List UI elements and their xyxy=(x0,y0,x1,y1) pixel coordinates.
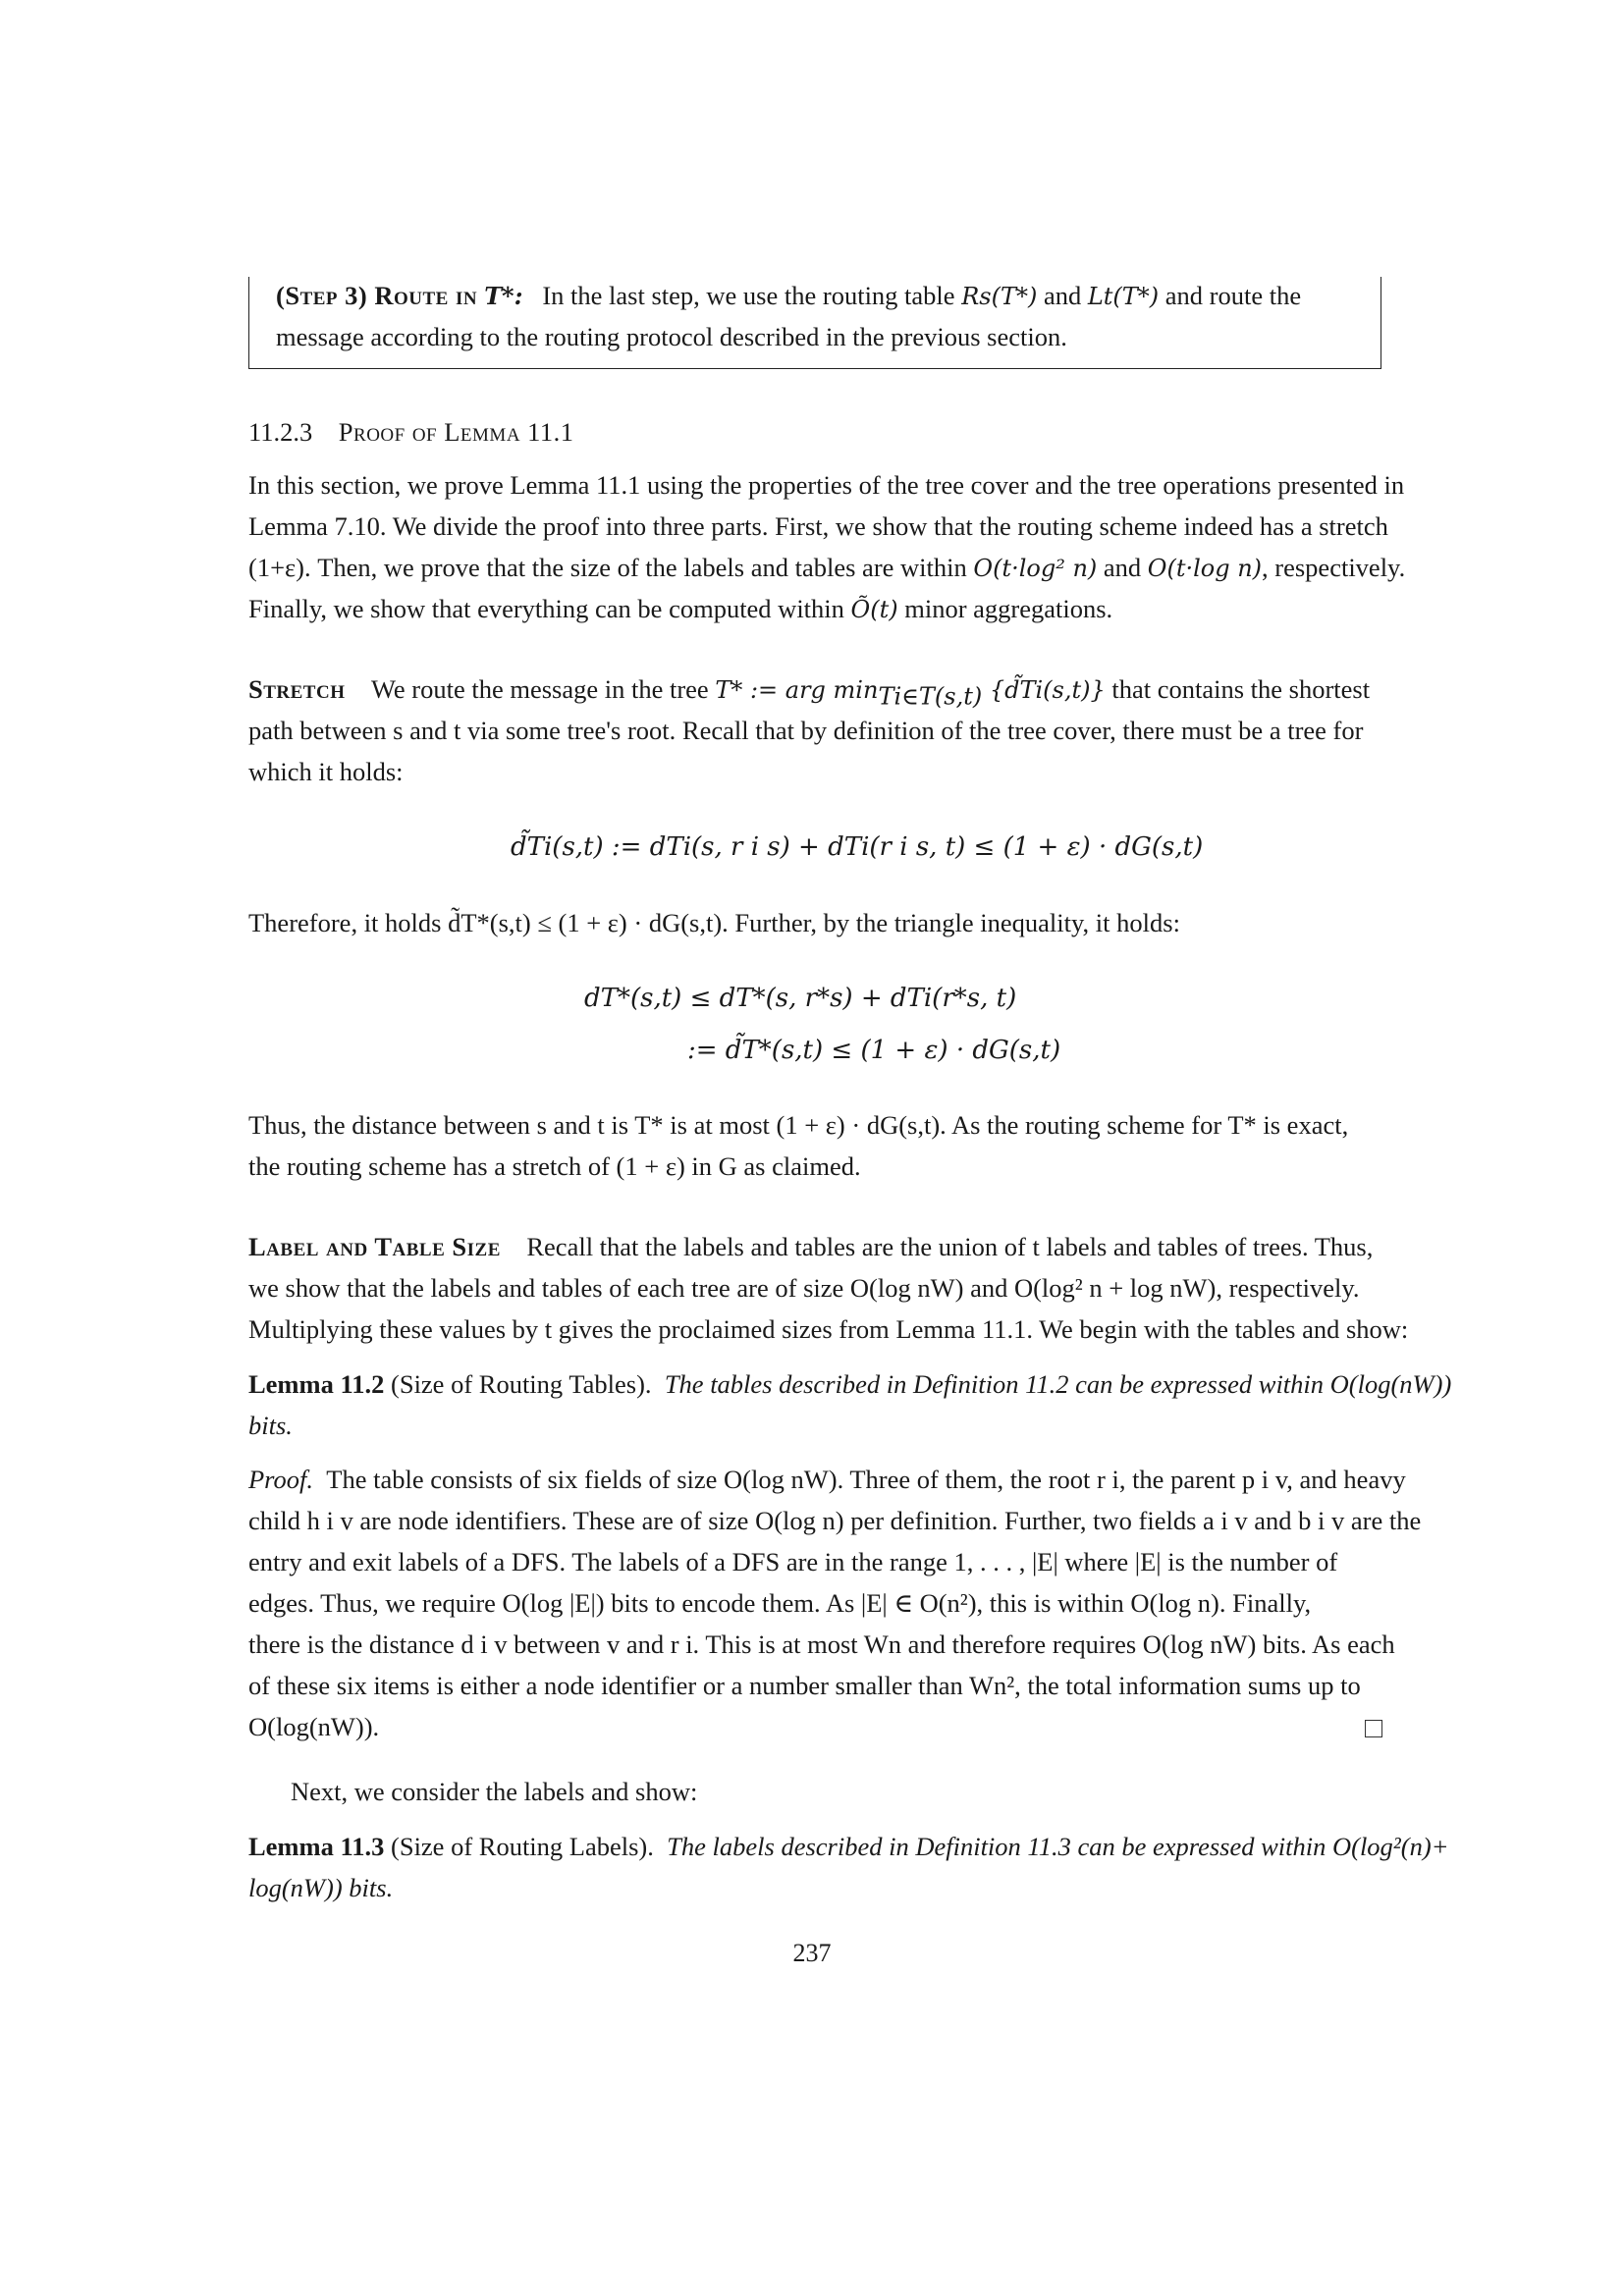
step3-math-t: T*: xyxy=(484,282,523,310)
labeltable-line-1 xyxy=(248,1226,1373,1267)
proof-line-3: entry and exit labels of a DFS. The labels of a DFS are in the range 1, . . . , |E| where |E| is the number of xyxy=(248,1547,1338,1576)
stretch-l1a: We route the message in the tree xyxy=(370,674,716,704)
step3-line-2: message according to the routing protocol described in the previous section. xyxy=(276,322,1067,351)
intro-l3-math-1: O(t·log² n) xyxy=(973,555,1098,582)
lemma-11-3-name: (Size of Routing Labels). xyxy=(391,1832,654,1861)
lemma-11-3-line-2: log(nW)) bits. xyxy=(248,1873,394,1902)
lemma-11-3-label: Lemma 11.3 xyxy=(248,1832,385,1861)
stretch-line-3: which it holds: xyxy=(248,757,404,786)
intro-l4b: minor aggregations. xyxy=(897,594,1113,623)
equation-1: d̃Ti(s,t) := dTi(s, r i s) + dTi(r i s, t) ≤ (1 + ε) · dG(s,t) xyxy=(511,832,1204,862)
labeltable-line-3: Multiplying these values by t gives the proclaimed sizes from Lemma 11.1. We begin with the tables and show: xyxy=(248,1314,1409,1344)
proof-line-6: of these six items is either a node identifier or a number smaller than Wn², the total information sums up to xyxy=(248,1671,1361,1700)
intro-l3a: (1+ε). Then, we prove that the size of the labels and tables are within xyxy=(248,553,974,582)
stretch-l1-math-2: {d̃Ti(s,t)} xyxy=(982,676,1106,704)
proof-line-7: O(log(nW)). xyxy=(248,1712,380,1741)
intro-l4a: Finally, we show that everything can be computed within xyxy=(248,594,851,623)
lemma-11-2-line-1 xyxy=(248,1363,1451,1405)
intro-line-1: In this section, we prove Lemma 11.1 using the properties of the tree cover and the tree operations presented in xyxy=(248,470,1405,500)
proof-line-5: there is the distance d i v between v and r i. This is at most Wn and therefore requires O(log nW) bits. As each xyxy=(248,1629,1395,1659)
step3-and: and xyxy=(1037,281,1088,310)
lemma-11-3-line-1 xyxy=(248,1826,1449,1867)
proof-line-2: child h i v are node identifiers. These are of size O(log n) per definition. Further, two fields a i v and b i v are the xyxy=(248,1506,1422,1535)
step3-line-1 xyxy=(276,275,1301,317)
page-number: 237 xyxy=(792,1939,832,1967)
intro-l3b: and xyxy=(1097,553,1148,582)
proof-line-4: edges. Thus, we require O(log |E|) bits to encode them. As |E| ∈ O(n²), this is within O(log n). Finally, xyxy=(248,1588,1312,1618)
step3-text-a: In the last step, we use the routing table xyxy=(542,281,962,310)
proof-label: Proof. xyxy=(248,1465,314,1494)
lemma-11-2-statement: The tables described in Definition 11.2 can be expressed within O(log(nW)) xyxy=(664,1369,1452,1399)
labeltable-line-2: we show that the labels and tables of each tree are of size O(log nW) and O(log² n + log nW), respectively. xyxy=(248,1273,1360,1303)
qed-box-icon xyxy=(1365,1720,1382,1737)
step3-label: (Step 3) Route in xyxy=(276,281,485,310)
lemma-11-2-name: (Size of Routing Tables). xyxy=(391,1369,652,1399)
labeltable-heading: Label and Table Size xyxy=(248,1232,501,1261)
intro-line-2: Lemma 7.10. We divide the proof into three parts. First, we show that the routing scheme indeed has a stretch xyxy=(248,511,1388,541)
lemma-11-2-label: Lemma 11.2 xyxy=(248,1369,385,1399)
next-line: Next, we consider the labels and show: xyxy=(291,1777,698,1806)
stretch-l1-sub: Ti∈T(s,t) xyxy=(878,682,983,711)
stretch-l1-math: T* := arg min xyxy=(715,676,879,704)
step3-math-rs: Rs(T*) xyxy=(961,283,1038,310)
step3-text-b: and route the xyxy=(1159,281,1302,310)
intro-l3-math-2: O(t·log n) xyxy=(1147,555,1263,582)
stretch-l1b: that contains the shortest xyxy=(1105,674,1371,704)
equation-2b: := d̃T*(s,t) ≤ (1 + ε) · dG(s,t) xyxy=(687,1036,1061,1065)
section-heading xyxy=(248,411,574,453)
stretch-line-5: Thus, the distance between s and t is T* is at most (1 + ε) · dG(s,t). As the routing scheme for T* is exact, xyxy=(248,1110,1349,1140)
intro-line-3 xyxy=(248,547,1405,589)
labeltable-l1: Recall that the labels and tables are the union of t labels and tables of trees. Thus, xyxy=(526,1232,1374,1261)
lemma-11-3-statement: The labels described in Definition 11.3 can be expressed within O(log²(n)+ xyxy=(667,1832,1449,1861)
stretch-line-1 xyxy=(248,668,1370,711)
intro-l3c: , respectively. xyxy=(1262,553,1406,582)
step3-math-lt: Lt(T*) xyxy=(1087,283,1160,310)
section-title: Proof of Lemma 11.1 xyxy=(338,417,574,447)
stretch-line-6: the routing scheme has a stretch of (1 + ε) in G as claimed. xyxy=(248,1151,861,1181)
stretch-line-2: path between s and t via some tree's root. Recall that by definition of the tree cover, there must be a tree for xyxy=(248,716,1364,745)
proof-line-1 xyxy=(248,1459,1406,1500)
intro-line-4 xyxy=(248,588,1112,630)
lemma-11-2-line-2: bits. xyxy=(248,1411,293,1440)
stretch-line-4: Therefore, it holds d̃T*(s,t) ≤ (1 + ε) · dG(s,t). Further, by the triangle inequality, it holds: xyxy=(248,908,1180,937)
equation-2a: dT*(s,t) ≤ dT*(s, r*s) + dTi(r*s, t) xyxy=(584,984,1017,1013)
proof-l1: The table consists of six fields of size O(log nW). Three of them, the root r i, the parent p i v, and heavy xyxy=(326,1465,1406,1494)
section-number: 11.2.3 xyxy=(248,417,313,447)
intro-l4-math: Õ(t) xyxy=(850,596,898,623)
stretch-heading: Stretch xyxy=(248,674,346,704)
